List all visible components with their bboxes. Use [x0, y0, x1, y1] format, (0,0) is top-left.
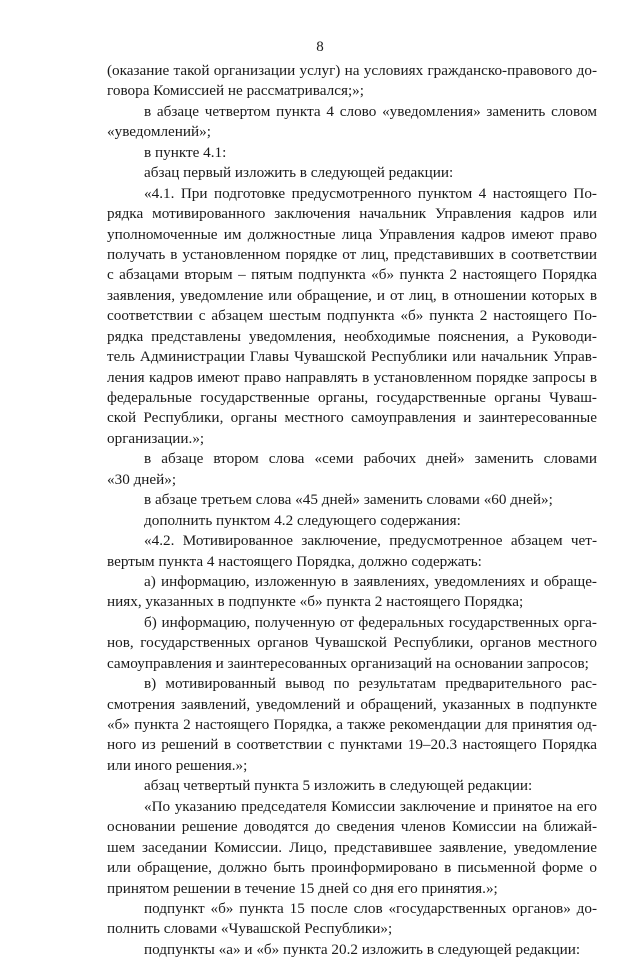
text-line: «30 дней»;: [107, 470, 177, 488]
text-line: «уведомлений»;: [107, 123, 211, 141]
text-line: в пункте 4.1:: [144, 143, 227, 161]
text-line: тель Администрации Главы Чувашской Республики или начальник Управ-: [107, 348, 597, 366]
text-line: «По указанию председателя Комиссии заключение и принятое на его: [144, 797, 597, 815]
text-line: «4.1. При подготовке предусмотренного пунктом 4 настоящего По-: [144, 184, 597, 202]
text-line: шем заседании Комиссии. Лицо, представившее заявление, уведомление: [107, 838, 597, 856]
text-line: б) информацию, полученную от федеральных государственных орга-: [144, 613, 597, 631]
text-line: ниях, указанных в подпункте «б» пункта 2 настоящего Порядка;: [107, 593, 524, 611]
text-line: рядка представлены уведомления, необходимые пояснения, а Руководи-: [107, 327, 597, 345]
text-line: получать в установленном порядке от лиц, представивших в соответствии: [107, 245, 597, 263]
text-line: «б» пункта 2 настоящего Порядка, а также рекомендации для принятия од-: [107, 716, 597, 733]
text-line: говора Комиссией не рассматривался;»;: [107, 82, 364, 100]
text-line: смотрения заявлений, уведомлений и обращений, указанных в подпункте: [107, 695, 597, 713]
text-line: организации.»;: [107, 429, 205, 447]
text-line: в абзаце четвертом пункта 4 слово «уведомления» заменить словом: [144, 102, 597, 120]
text-line: самоуправления и заинтересованных организаций на основании запросов;: [107, 654, 589, 672]
text-line: уполномоченные им должностные лица Управления кадров имеют право: [107, 225, 597, 243]
text-line: заявления, уведомление или обращение, и от лиц, в отношении которых в: [107, 286, 597, 304]
text-line: или иного решения.»;: [107, 756, 248, 774]
text-line: с абзацами вторым – пятым подпункта «б» пункта 2 настоящего Порядка: [107, 266, 597, 284]
text-line: или обращение, должно быть проинформировано в письменной форме о: [107, 859, 597, 877]
text-line: в абзаце втором слова «семи рабочих дней» заменить словами: [144, 450, 597, 468]
text-line: вертым пункта 4 настоящего Порядка, должно содержать:: [107, 552, 482, 570]
text-line: подпункт «б» пункта 15 после слов «государственных органов» до-: [144, 899, 597, 917]
text-line: ской Республики, органы местного самоуправления и заинтересованные: [107, 409, 597, 427]
text-line: подпункты «а» и «б» пункта 20.2 изложить в следующей редакции:: [144, 940, 581, 958]
text-line: а) информацию, изложенную в заявлениях, уведомлениях и обраще-: [144, 572, 597, 590]
text-line: ления кадров имеют право направлять в установленном порядке запросы в: [107, 368, 597, 386]
text-line: абзац первый изложить в следующей редакции:: [144, 164, 454, 182]
text-line: принятом решении в течение 15 дней со дня его принятия.»;: [107, 879, 498, 897]
page-number: 8: [316, 39, 324, 55]
text-line: (оказание такой организации услуг) на условиях гражданско-правового до-: [107, 62, 597, 79]
text-line: в) мотивированный вывод по результатам предварительного рас-: [144, 675, 597, 693]
text-line: ного из решений в соответствии с пунктами 19–20.3 настоящего Порядка: [107, 736, 597, 754]
text-line: соответствии с абзацем шестым подпункта «б» пункта 2 настоящего По-: [107, 307, 597, 325]
text-line: абзац четвертый пункта 5 изложить в следующей редакции:: [144, 777, 533, 795]
document-body: [107, 61, 597, 960]
text-line: рядка мотивированного заключения начальник Управления кадров или: [107, 205, 597, 223]
text-line: нов, государственных органов Чувашской Республики, органов местного: [107, 634, 597, 652]
text-line: полнить словами «Чувашской Республики»;: [107, 920, 393, 938]
text-line: «4.2. Мотивированное заключение, предусмотренное абзацем чет-: [144, 532, 597, 550]
text-line: основании решение доводятся до сведения членов Комиссии на ближай-: [107, 818, 597, 836]
text-line: в абзаце третьем слова «45 дней» заменить словами «60 дней»;: [144, 491, 553, 509]
text-line: дополнить пунктом 4.2 следующего содержания:: [144, 511, 461, 529]
text-line: федеральные государственные органы, государственные органы Чуваш-: [107, 389, 597, 406]
